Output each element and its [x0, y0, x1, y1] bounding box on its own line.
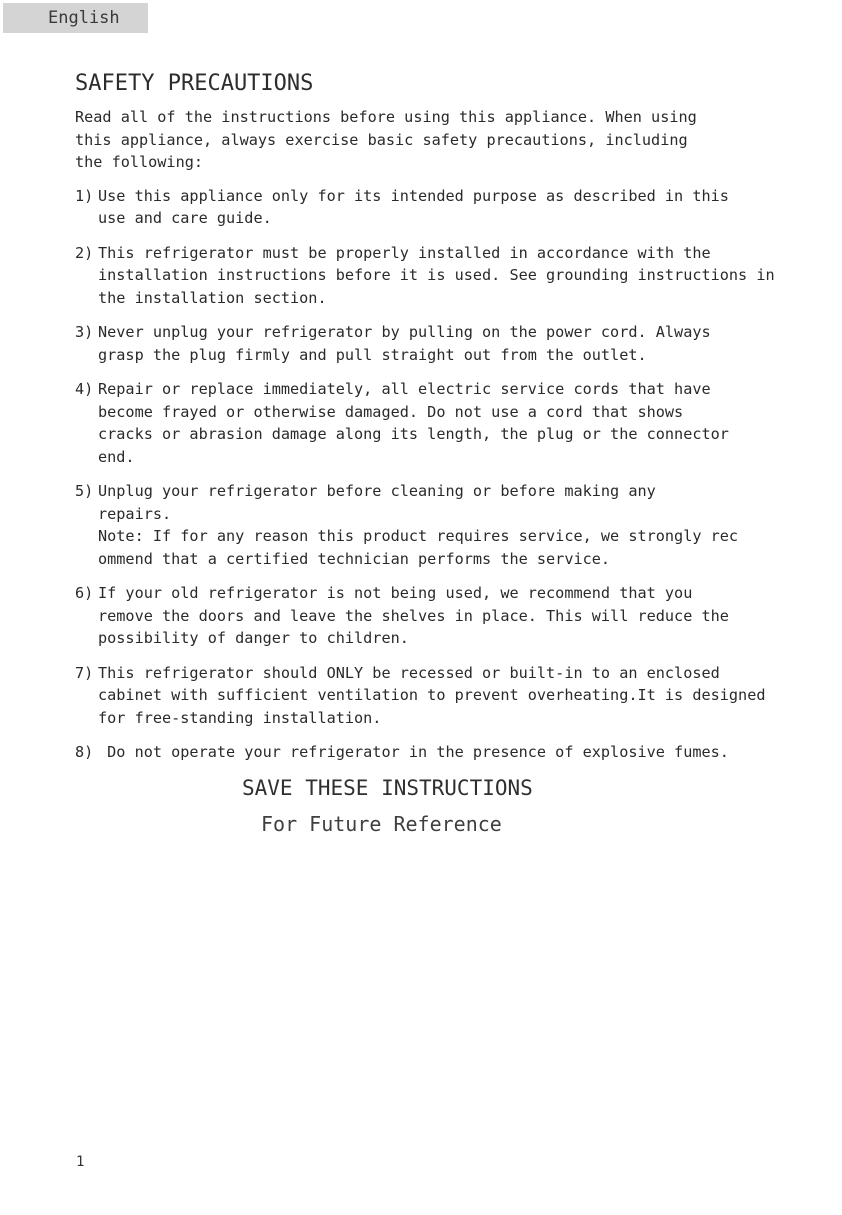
- list-item-7: [75, 662, 835, 730]
- list-item-5: [75, 480, 835, 570]
- list-item-8: [75, 741, 835, 764]
- item-text: This refrigerator should ONLY be recessed or built-in to an enclosed cabinet with sufficient ventilation to prevent overheating.It is designed for free-standing installation.: [98, 663, 766, 727]
- item-number: 5): [75, 482, 94, 500]
- item-text: Do not operate your refrigerator in the presence of explosive fumes.: [98, 743, 729, 761]
- list-item-3: [75, 321, 835, 366]
- future-reference-subheading: For Future Reference: [261, 812, 502, 836]
- item-number: 8): [75, 743, 94, 761]
- save-instructions-heading: SAVE THESE INSTRUCTIONS: [242, 776, 533, 800]
- page-number: 1: [76, 1154, 85, 1170]
- safety-precautions-section: [75, 70, 835, 776]
- list-item-1: [75, 185, 835, 230]
- item-text: If your old refrigerator is not being used, we recommend that you remove the doors and leave the shelves in place. This will reduce the possibility of danger to children.: [98, 584, 729, 647]
- item-text: Use this appliance only for its intended purpose as described in this use and care guide.: [98, 186, 729, 227]
- list-item-2: [75, 242, 835, 310]
- item-number: 3): [75, 323, 94, 341]
- item-text: Never unplug your refrigerator by pulling on the power cord. Always grasp the plug firmly and pull straight out from the outlet.: [98, 323, 711, 364]
- item-number: 7): [75, 663, 94, 682]
- intro-paragraph: Read all of the instructions before using this appliance. When using this appliance, always exercise basic safety precautions, including the following:: [75, 108, 697, 171]
- item-text: Unplug your refrigerator before cleaning or before making any repairs.: [98, 482, 656, 523]
- item-number: 2): [75, 243, 94, 262]
- item-text: This refrigerator must be properly installed in accordance with the installation instructions before it is used. See grounding instructions in the installation section.: [98, 243, 775, 307]
- item-number: 4): [75, 380, 94, 398]
- item-text: Repair or replace immediately, all electric service cords that have become frayed or otherwise damaged. Do not use a cord that shows cracks or abrasion damage along its length, the plug or the connector end.: [98, 380, 729, 466]
- item-number: 6): [75, 584, 94, 602]
- page-title: SAFETY PRECAUTIONS: [75, 71, 314, 96]
- item-number: 1): [75, 186, 94, 205]
- list-item-6: [75, 582, 835, 650]
- list-item-4: [75, 378, 835, 468]
- service-note: Note: If for any reason this product requires service, we strongly rec ommend that a certified technician performs the service.: [98, 527, 739, 568]
- language-tab: English: [3, 3, 148, 33]
